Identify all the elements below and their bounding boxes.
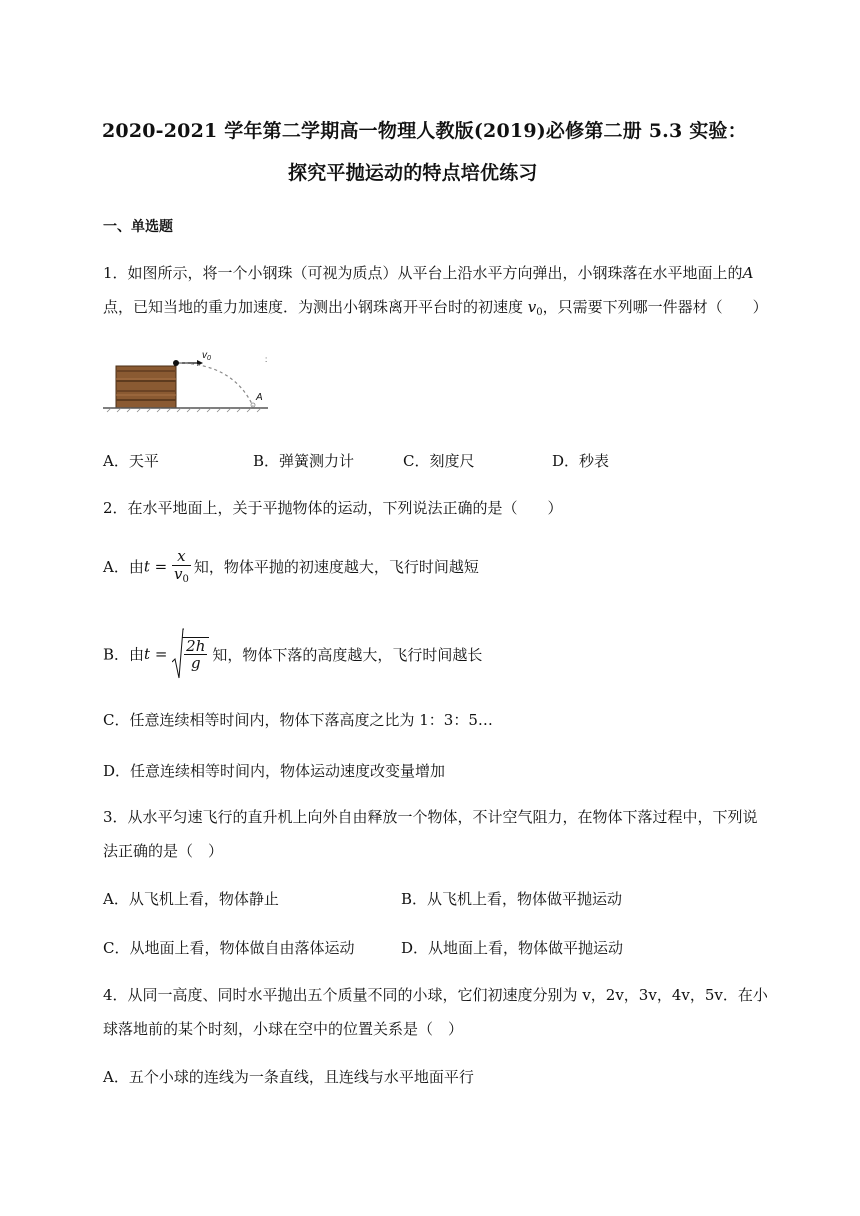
doc-title-line2: 探究平抛运动的特点培优练习 xyxy=(288,162,538,184)
doc-title-line1: 2020-2021 学年第二学期高一物理人教版(2019)必修第二册 5.3 实验： xyxy=(102,120,747,142)
q1-stem-line1: 1．如图所示，将一个小钢珠（可视为质点）从平台上沿水平方向弹出，小钢珠落在水平地面上的A xyxy=(103,264,754,282)
q3-option-c: C．从地面上看，物体做自由落体运动 xyxy=(103,939,355,957)
q2-option-d: D．任意连续相等时间内，物体运动速度改变量增加 xyxy=(103,762,446,780)
fraction-x-over-v0: $\frac{x}{v_0}$ xyxy=(173,547,189,585)
point-a-label: A xyxy=(256,392,263,403)
platform-block xyxy=(116,366,176,408)
q3-option-a: A．从飞机上看，物体静止 xyxy=(103,890,279,908)
q1-option-c: C．刻度尺 xyxy=(403,452,475,470)
point-label: A xyxy=(742,264,754,282)
q2-option-a: A．由t = $\frac{x}{v_0}$ 知，物体平抛的初速度越大，飞行时间越短 xyxy=(103,547,479,585)
q4-stem-line1: 4．从同一高度、同时水平抛出五个质量不同的小球，它们初速度分别为 v，2v，3v，4v，5v．在小 xyxy=(103,986,768,1004)
v0-label: $v_0$ xyxy=(202,350,211,362)
q1-stem-line2: 点，已知当地的重力加速度．为测出小钢珠离开平台时的初速度 $v_0$，只需要下列哪一件器材（ ） xyxy=(103,298,768,318)
q3-option-b: B．从飞机上看，物体做平抛运动 xyxy=(401,890,623,908)
q3-stem-line2: 法正确的是（ ） xyxy=(103,842,224,860)
sqrt-2h-over-g: $\frac{2h}{g}$ xyxy=(172,628,209,680)
q1-option-b: B．弹簧测力计 xyxy=(253,452,355,470)
projectile-figure xyxy=(103,346,273,416)
svg-text::: : xyxy=(265,355,268,364)
q3-option-d: D．从地面上看，物体做平抛运动 xyxy=(401,939,624,957)
q2-option-c: C．任意连续相等时间内，物体下落高度之比为 1：3：5… xyxy=(103,711,493,729)
v0-sub: 0 xyxy=(207,355,211,362)
section-heading: 一、单选题 xyxy=(103,219,173,235)
q1-option-d: D．秒表 xyxy=(552,452,610,470)
trajectory-curve xyxy=(179,363,253,406)
q4-option-a: A．五个小球的连线为一条直线，且连线与水平地面平行 xyxy=(103,1068,474,1086)
q3-stem-line1: 3．从水平匀速飞行的直升机上向外自由释放一个物体，不计空气阻力，在物体下落过程中，下列说 xyxy=(103,808,758,826)
q2-stem: 2．在水平地面上，关于平抛物体的运动，下列说法正确的是（ ） xyxy=(103,499,563,517)
q4-stem-line2: 球落地前的某个时刻，小球在空中的位置关系是（ ） xyxy=(103,1020,464,1038)
q2-option-b: B．由t = $\frac{2h}{g}$ 知，物体下落的高度越大，飞行时间越长 xyxy=(103,628,482,680)
q1-option-a: A．天平 xyxy=(103,452,159,470)
